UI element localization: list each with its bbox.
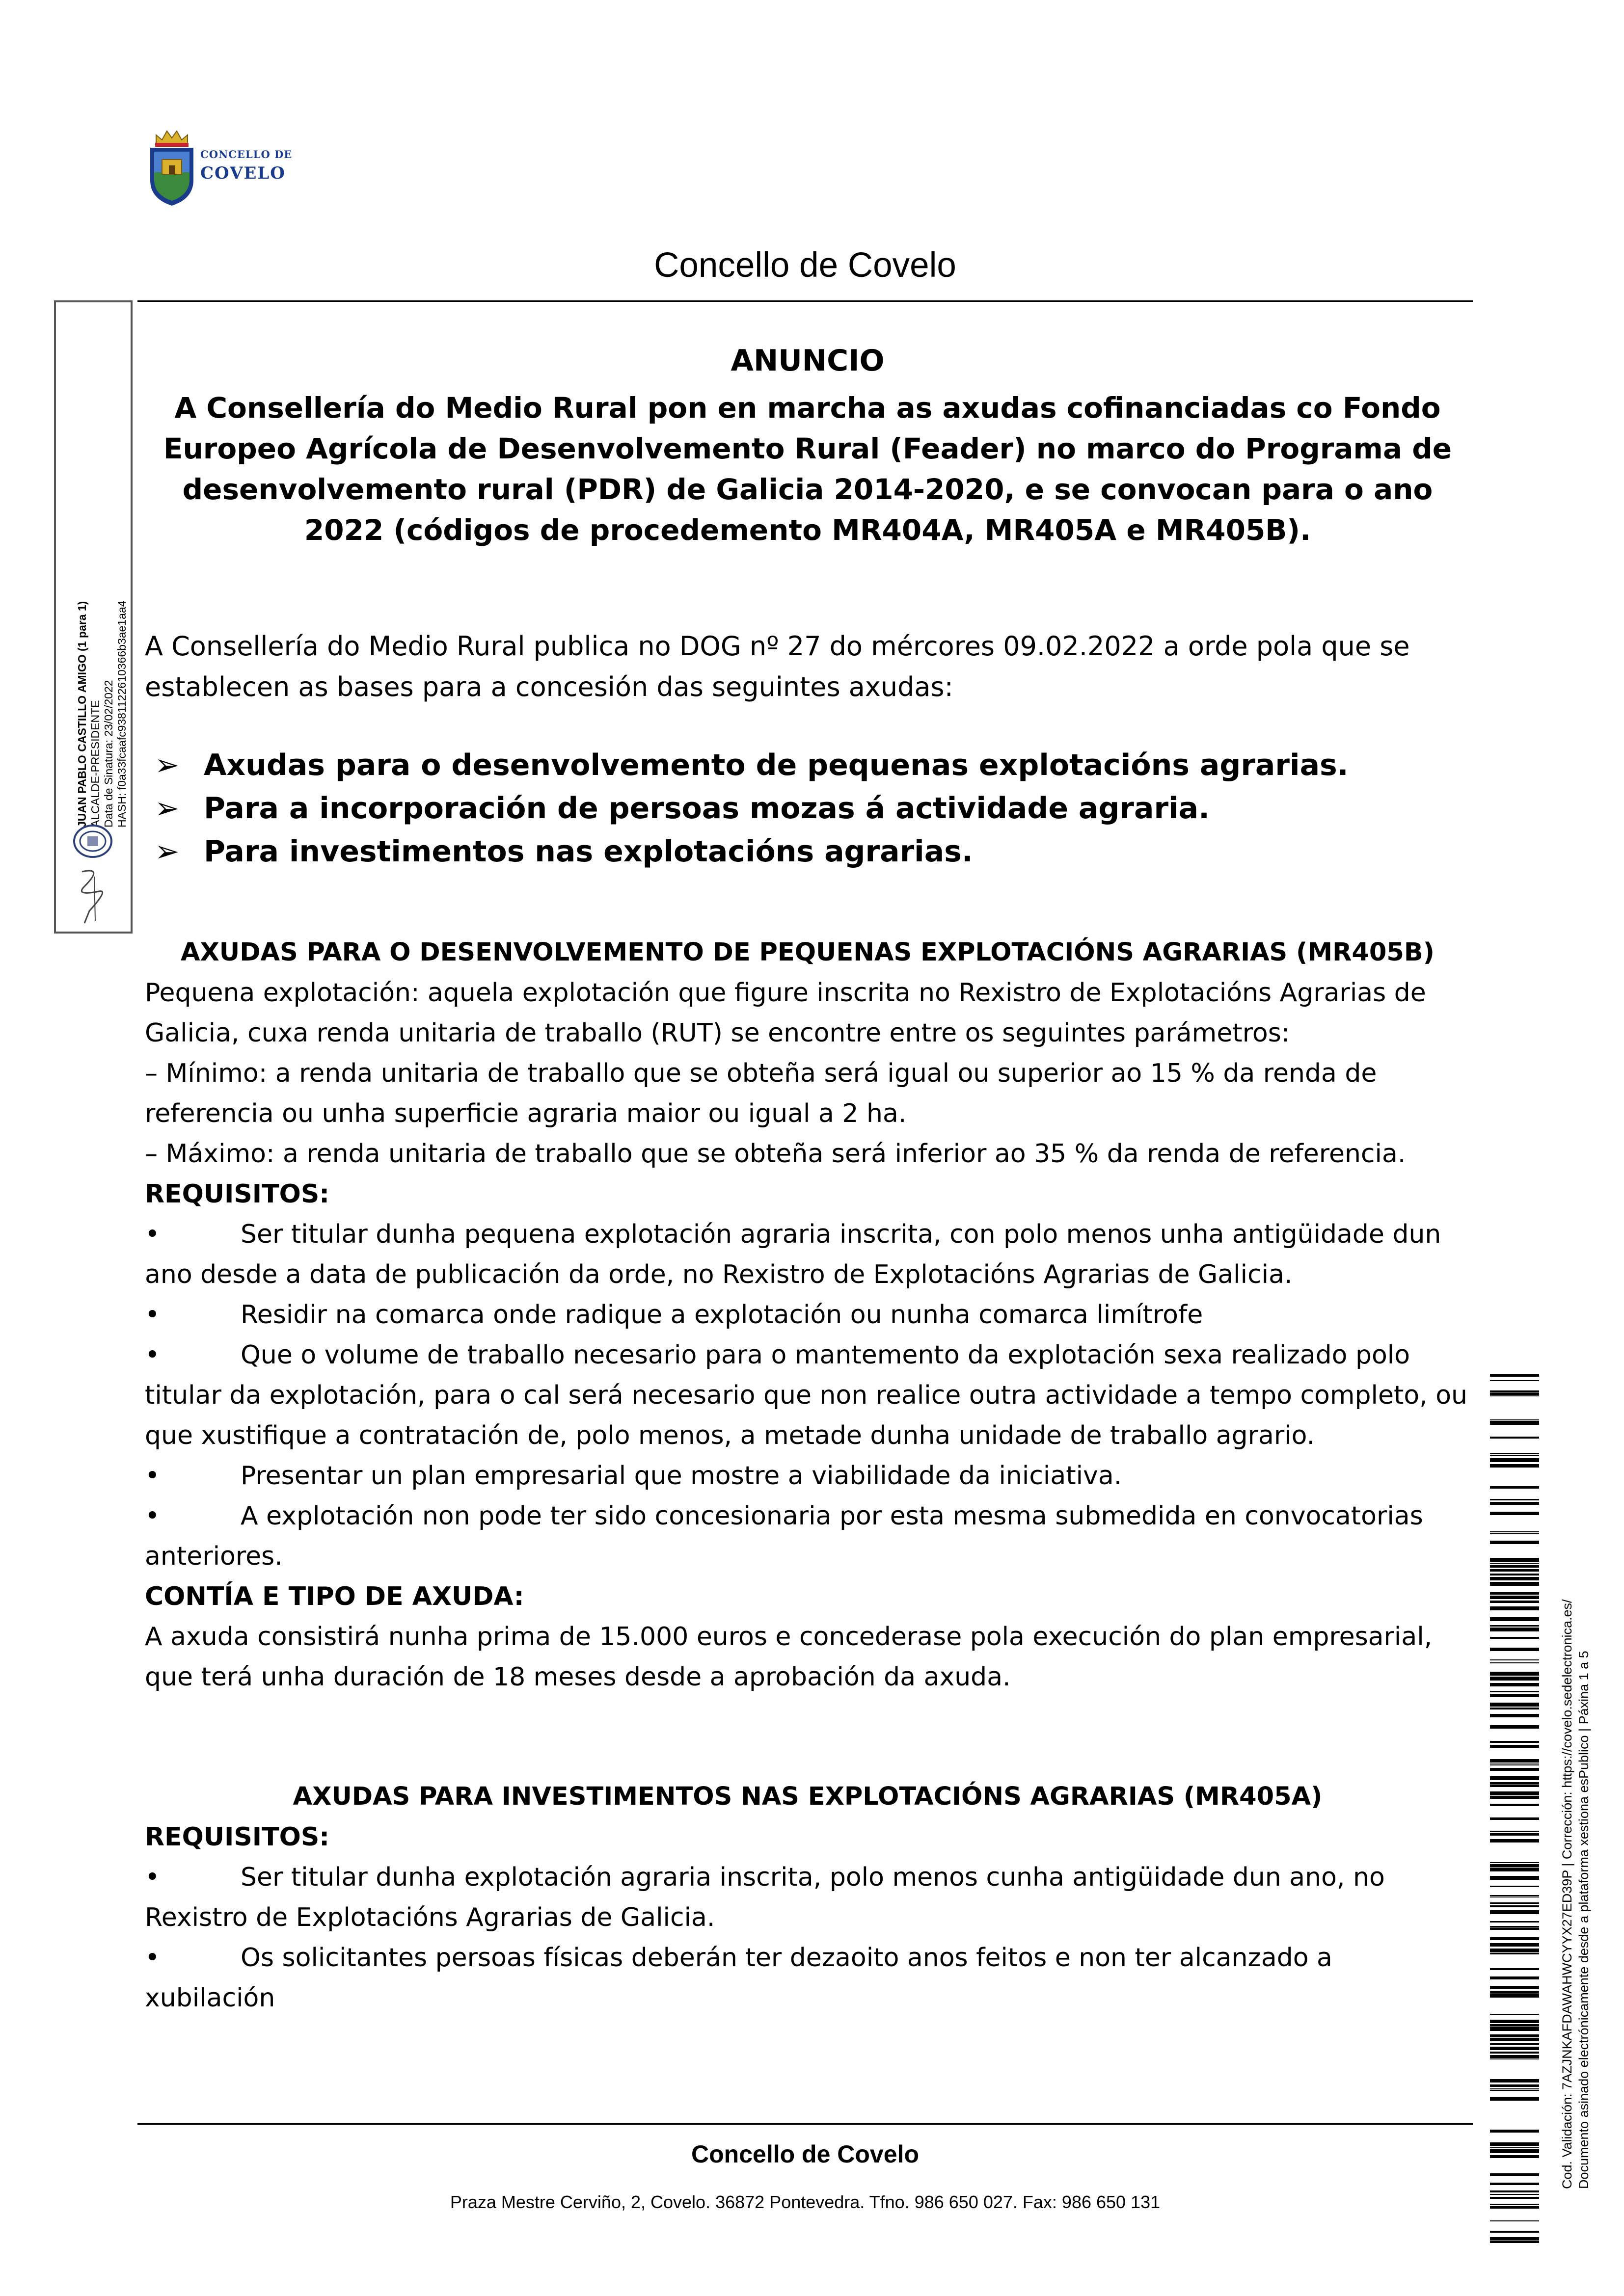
barcode-bar — [1490, 2241, 1539, 2243]
list-item-text: A explotación non pode ter sido concesionaria por esta mesma submedida en convocatorias anteriores. — [145, 1501, 1423, 1571]
barcode-bar — [1490, 1927, 1539, 1930]
barcode-bar — [1490, 1392, 1539, 1395]
barcode-bar — [1490, 1374, 1539, 1377]
section-mr405b — [145, 933, 1470, 1697]
barcode-bar — [1490, 1395, 1539, 1396]
signature-line: JUAN PABLO CASTILLO AMIGO (1 para 1) — [76, 601, 88, 828]
barcode-bar — [1490, 1937, 1539, 1940]
list-item — [145, 1214, 1470, 1295]
bullet-icon: • — [145, 1300, 160, 1330]
barcode-bar — [1490, 1596, 1539, 1599]
requisitos-label: REQUISITOS: — [145, 1822, 330, 1852]
barcode-bar — [1490, 1994, 1539, 1998]
barcode-bar — [1490, 1455, 1539, 1456]
barcode-bar — [1490, 2027, 1539, 2031]
barcode-bar — [1490, 2084, 1539, 2087]
barcode-bar — [1490, 2190, 1539, 2192]
barcode-bar — [1490, 1804, 1539, 1806]
section-heading: AXUDAS PARA O DESENVOLVEMENTO DE PEQUENAS EXPLOTACIÓNS AGRARIAS (MR405B) — [180, 938, 1435, 967]
barcode-bar — [1490, 1902, 1539, 1904]
list-item-text: Para investimentos nas explotacións agrarias. — [204, 834, 973, 869]
signature-text — [76, 484, 154, 828]
arrow-bullet-icon: ➢ — [155, 791, 180, 826]
barcode-bar — [1490, 1694, 1539, 1697]
barcode-bar — [1490, 2079, 1539, 2082]
paragraph: – Máximo: a renda unitaria de traballo que se obteña será inferior ao 35 % da renda de referencia. — [145, 1139, 1406, 1169]
barcode-bar — [1490, 1991, 1539, 1994]
barcode-bar — [1490, 1659, 1539, 1660]
barcode-bar — [1490, 2231, 1539, 2233]
barcode-bar — [1490, 1862, 1539, 1863]
barcode-bar — [1490, 1910, 1539, 1914]
barcode-bar — [1490, 1976, 1539, 1979]
barcode-bar — [1490, 1921, 1539, 1922]
signature-box — [54, 300, 133, 934]
coat-of-arms-icon — [147, 125, 196, 209]
list-item-text: Que o volume de traballo necesario para o mantemento da explotación sexa realizado polo titular da explotación, para o cal será necesario que non realice outra actividade a tempo completo, ou que xustifique a contratación de, polo menos, a metade dunha unidade de traballo agrario. — [145, 1340, 1467, 1450]
barcode-bar — [1490, 1569, 1539, 1572]
paragraph: Pequena explotación: aquela explotación que figure inscrita no Rexistro de Explotacións Agrarias de Galicia, cuxa renda unitaria de traballo (RUT) se encontre entre os seguintes parámetros: — [145, 978, 1426, 1048]
barcode-bar — [1490, 1437, 1539, 1439]
barcode-bar — [1490, 1617, 1539, 1621]
list-item — [145, 1456, 1470, 1496]
list-item — [145, 1496, 1470, 1576]
barcode-bar — [1490, 1453, 1539, 1454]
validation-line: Cod. Validación: 7AZJNKAFDAWAHWCYYX27ED39P | Corrección: https://covelo.sedelectronica.es/ — [1560, 1599, 1574, 2189]
barcode-bar — [1490, 1691, 1539, 1692]
barcode-bar — [1490, 1791, 1539, 1795]
barcode-bar — [1490, 1986, 1539, 1989]
signature-line: HASH: f0a33fcaafc9381122610366b3ae1aa4 — [115, 600, 128, 828]
barcode-bar — [1490, 1648, 1539, 1651]
barcode-bar — [1490, 1601, 1539, 1603]
bullet-icon: • — [145, 1501, 160, 1531]
paragraph: A axuda consistirá nunha prima de 15.000 euros e concederase pola execución do plan empresarial, que terá unha duración de 18 meses desde a aprobación da axuda. — [145, 1622, 1433, 1692]
list-item-text: Presentar un plan empresarial que mostre a viabilidade da iniciativa. — [241, 1461, 1122, 1491]
barcode-bar — [1490, 1683, 1539, 1686]
barcode-bar — [1490, 1486, 1539, 1489]
footer-rule — [137, 2123, 1473, 2125]
intro-paragraph: A Consellería do Medio Rural publica no DOG nº 27 do mércores 09.02.2022 a orde pola que se establecen as bases para a concesión das seguintes axudas: — [145, 631, 1410, 702]
list-item — [155, 744, 1456, 787]
barcode-bar — [1490, 2206, 1539, 2209]
barcode-icon — [1490, 1374, 1539, 2243]
bullet-icon: • — [145, 1461, 160, 1491]
validation-line: Documento asinado electrónicamente desde a plataforma xestiona esPublico | Páxina 1 a 5 — [1576, 1651, 1591, 2189]
contia-label: CONTÍA E TIPO DE AXUDA: — [145, 1582, 524, 1611]
list-item — [155, 830, 1456, 873]
barcode-bar — [1490, 1577, 1539, 1580]
barcode-bar — [1490, 1782, 1539, 1785]
barcode-bar — [1490, 1886, 1539, 1887]
barcode-bar — [1490, 2020, 1539, 2023]
barcode-bar — [1490, 1833, 1539, 1836]
barcode-bar — [1490, 1512, 1539, 1515]
signature-line: ALCALDE-PRESIDENTE — [89, 700, 102, 828]
barcode-bar — [1490, 1574, 1539, 1575]
validation-text — [1559, 1453, 1603, 2189]
footer-address: Praza Mestre Cerviño, 2, Covelo. 36872 Pontevedra. Tfno. 986 650 027. Fax: 986 650 131 — [450, 2192, 1161, 2212]
list-item-text: Axudas para o desenvolvemento de pequenas explotacións agrarias. — [204, 748, 1349, 782]
barcode-bar — [1490, 1864, 1539, 1867]
barcode-bar — [1490, 1943, 1539, 1947]
list-item — [145, 1938, 1470, 2018]
barcode-bar — [1490, 1785, 1539, 1787]
barcode-bar — [1490, 1708, 1539, 1709]
barcode-bar — [1490, 2097, 1539, 2101]
barcode-bar — [1490, 1563, 1539, 1564]
barcode-bar — [1490, 1628, 1539, 1631]
bullet-icon: • — [145, 1220, 160, 1249]
barcode-bar — [1490, 1776, 1539, 1780]
covelo-logo — [147, 125, 295, 209]
anuncio-heading: A Consellería do Medio Rural pon en marcha as axudas cofinanciadas co Fondo Europeo Agrícola de Desenvolvemento Rural (Feader) no marco do Programa de desenvolvemento rural (PDR) de Galicia 2014-2020, e se convocan para o ano 2022 (códigos de procedemento MR404A, MR405A e MR405B). — [163, 391, 1452, 547]
header-title: Concello de Covelo — [654, 246, 956, 285]
logo-text-line1: CONCELLO DE — [200, 148, 293, 160]
barcode-bar — [1490, 1762, 1539, 1763]
barcode-bar — [1490, 2149, 1539, 2153]
list-item-text: Para a incorporación de persoas mozas á actividade agraria. — [204, 791, 1210, 826]
anuncio-title: ANUNCIO — [731, 344, 885, 378]
barcode-bar — [1490, 2024, 1539, 2027]
barcode-bar — [1490, 2155, 1539, 2158]
barcode-bar — [1490, 2147, 1539, 2148]
list-item — [145, 1295, 1470, 1335]
barcode-bar — [1490, 1949, 1539, 1952]
barcode-bar — [1490, 2043, 1539, 2045]
requisitos-label: REQUISITOS: — [145, 1179, 330, 1209]
barcode-bar — [1490, 1592, 1539, 1595]
section-mr405a — [145, 1777, 1470, 2018]
barcode-bar — [1490, 1421, 1539, 1425]
barcode-bar — [1490, 1531, 1539, 1532]
barcode-bar — [1490, 1558, 1539, 1562]
list-item — [145, 1335, 1470, 1456]
barcode-bar — [1490, 2220, 1539, 2221]
barcode-bar — [1490, 1905, 1539, 1907]
aid-list — [155, 744, 1456, 873]
barcode-bar — [1490, 1759, 1539, 1762]
signature-seal-icon — [70, 818, 116, 931]
barcode-bar — [1490, 1796, 1539, 1799]
barcode-bar — [1490, 1582, 1539, 1586]
barcode-bar — [1490, 2034, 1539, 2037]
paragraph: – Mínimo: a renda unitaria de traballo que se obteña será igual ou superior ao 15 % da renda de referencia ou unha superficie agraria maior ou igual a 2 ha. — [145, 1059, 1377, 1128]
barcode-bar — [1490, 1565, 1539, 1568]
barcode-bar — [1490, 2194, 1539, 2195]
barcode-bar — [1490, 2183, 1539, 2185]
barcode-bar — [1490, 2090, 1539, 2091]
barcode-bar — [1490, 1672, 1539, 1676]
barcode-bar — [1490, 1677, 1539, 1681]
barcode-bar — [1490, 1499, 1539, 1500]
list-item-text: Ser titular dunha pequena explotación agraria inscrita, con polo menos unha antigüidade dun ano desde a data de publicación da orde, no Rexistro de Explotacións Agrarias de Galicia. — [145, 1220, 1441, 1289]
barcode-bar — [1490, 1876, 1539, 1880]
barcode-bar — [1490, 1953, 1539, 1954]
barcode-bar — [1490, 1458, 1539, 1462]
list-item-text: Ser titular dunha explotación agraria inscrita, polo menos cunha antigüidade dun ano, no Rexistro de Explotacións Agrarias de Galicia. — [145, 1863, 1385, 1932]
barcode-bar — [1490, 2038, 1539, 2041]
barcode-bar — [1490, 2055, 1539, 2058]
barcode-bar — [1490, 2058, 1539, 2059]
barcode-bar — [1490, 2237, 1539, 2241]
barcode-bar — [1490, 1637, 1539, 1639]
barcode-bar — [1490, 1895, 1539, 1896]
barcode-bar — [1490, 1831, 1539, 1832]
barcode-bar — [1490, 1764, 1539, 1765]
barcode-bar — [1490, 2130, 1539, 2133]
bullet-icon: • — [145, 1863, 160, 1892]
barcode-bar — [1490, 2142, 1539, 2146]
barcode-bar — [1490, 2014, 1539, 2015]
barcode-bar — [1490, 2173, 1539, 2176]
bullet-icon: • — [145, 1340, 160, 1370]
barcode-bar — [1490, 1725, 1539, 1729]
logo-text-line2: COVELO — [200, 163, 286, 183]
barcode-bar — [1490, 1390, 1539, 1392]
list-item — [145, 1857, 1470, 1938]
barcode-bar — [1490, 1741, 1539, 1743]
barcode-bar — [1490, 1502, 1539, 1505]
list-item-text: Residir na comarca onde radique a explotación ou nunha comarca limítrofe — [241, 1300, 1203, 1330]
barcode-bar — [1490, 2088, 1539, 2089]
barcode-bar — [1490, 1541, 1539, 1544]
barcode-bar — [1490, 1896, 1539, 1897]
barcode-bar — [1490, 1745, 1539, 1748]
barcode-bar — [1490, 2197, 1539, 2199]
barcode-bar — [1490, 1380, 1539, 1381]
barcode-bar — [1490, 1926, 1539, 1927]
barcode-bar — [1490, 1839, 1539, 1842]
barcode-bar — [1490, 1817, 1539, 1820]
barcode-bar — [1490, 1419, 1539, 1420]
barcode-bar — [1490, 1625, 1539, 1627]
barcode-bar — [1490, 1714, 1539, 1717]
barcode-bar — [1490, 2204, 1539, 2205]
list-item — [155, 787, 1456, 830]
barcode-bar — [1490, 1662, 1539, 1663]
barcode-bar — [1490, 1606, 1539, 1610]
signature-line: Data de Sinatura: 23/02/2022 — [102, 680, 115, 828]
list-item-text: Os solicitantes persoas físicas deberán ter dezaoito anos feitos e non ter alcanzado a xubilación — [145, 1943, 1332, 2013]
barcode-bar — [1490, 1868, 1539, 1871]
barcode-bar — [1490, 1703, 1539, 1707]
barcode-bar — [1490, 1968, 1539, 1970]
section-heading: AXUDAS PARA INVESTIMENTOS NAS EXPLOTACIÓNS AGRARIAS (MR405A) — [293, 1782, 1323, 1811]
header-rule — [137, 300, 1473, 302]
barcode-bar — [1490, 2047, 1539, 2050]
barcode-bar — [1490, 2052, 1539, 2054]
bullet-icon: • — [145, 1943, 160, 1973]
arrow-bullet-icon: ➢ — [155, 834, 180, 869]
arrow-bullet-icon: ➢ — [155, 748, 180, 782]
barcode-bar — [1490, 1768, 1539, 1771]
barcode-bar — [1490, 1533, 1539, 1534]
barcode-bar — [1490, 1464, 1539, 1468]
footer-title: Concello de Covelo — [691, 2140, 919, 2168]
